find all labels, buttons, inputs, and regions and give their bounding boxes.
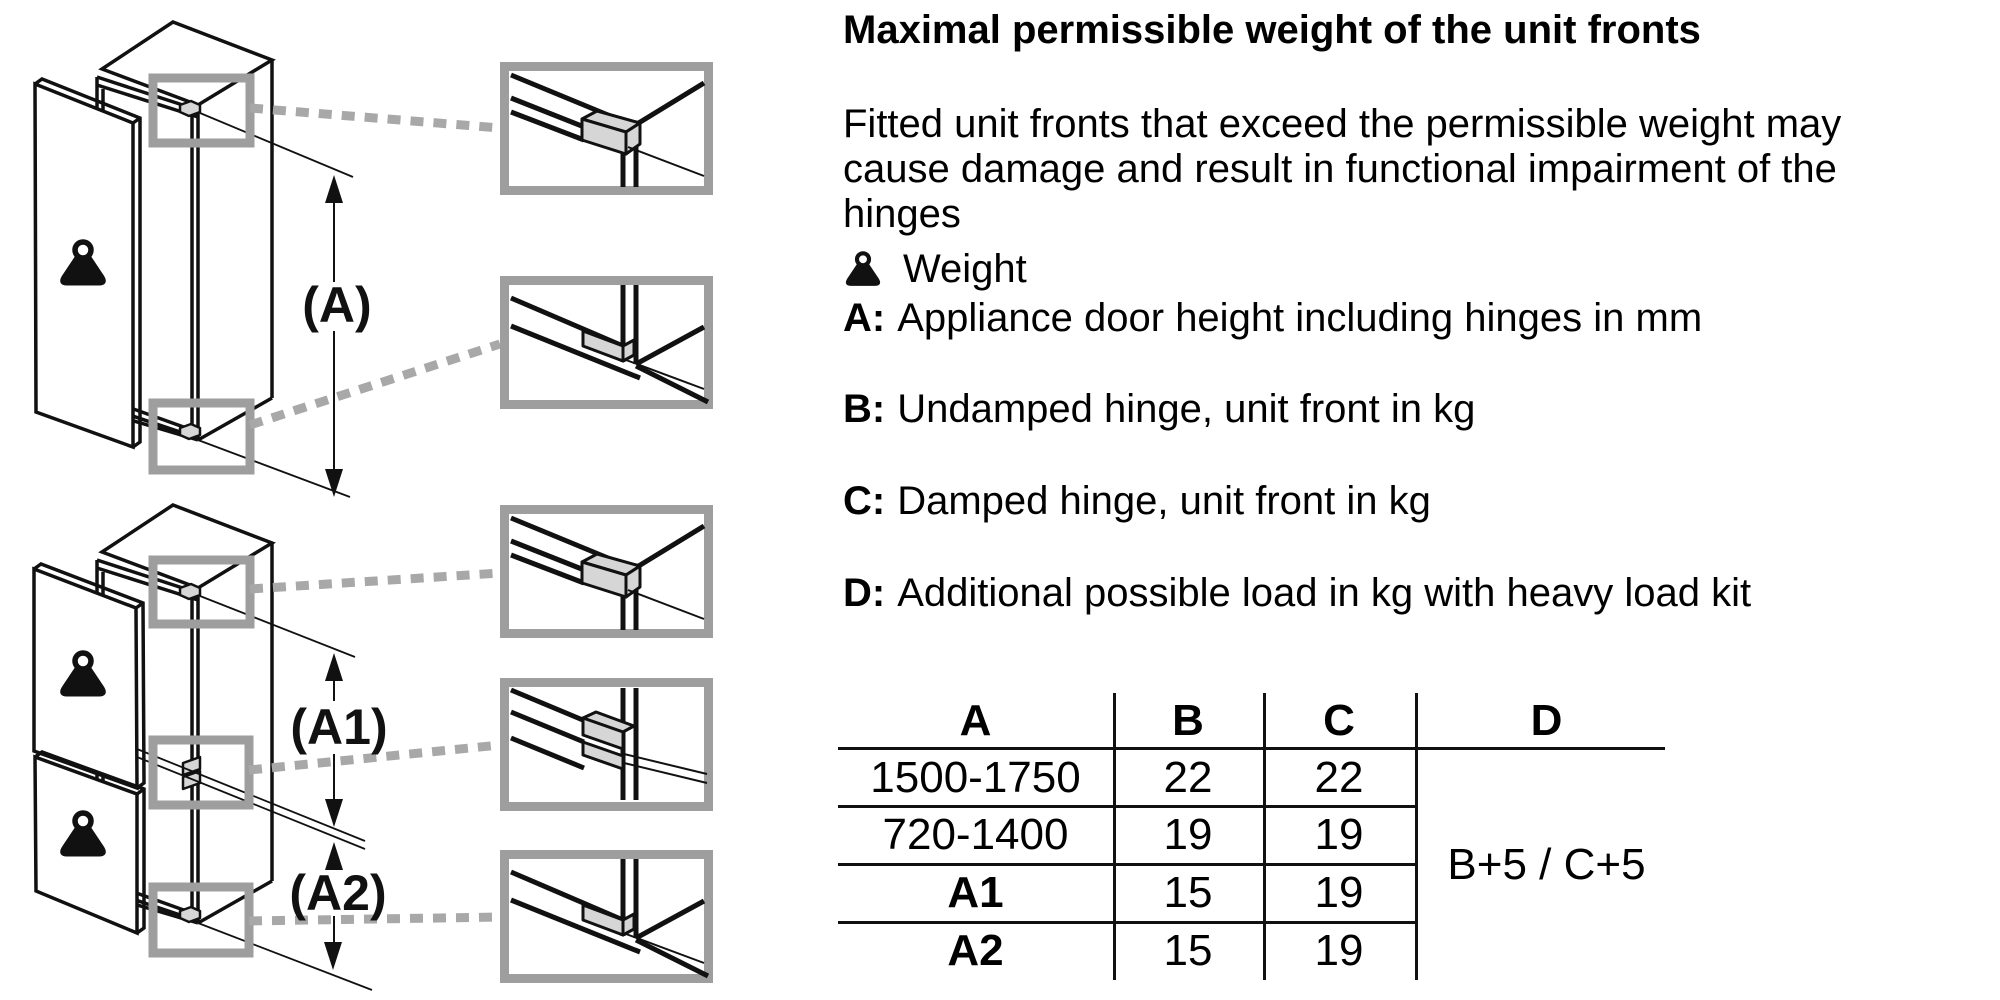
legend-text: Damped hinge, unit front in kg — [897, 479, 1431, 523]
legend-text: Appliance door height including hinges in mm — [897, 296, 1703, 340]
cell-b: 15 — [1163, 868, 1213, 917]
legend-text: Additional possible load in kg with heavy load kit — [897, 571, 1752, 615]
col-header-a: A — [959, 696, 992, 745]
legend-key: C: — [843, 479, 886, 523]
col-header-b: B — [1172, 696, 1204, 745]
hinge-detail-top-box — [505, 67, 709, 191]
legend-key: D: — [843, 571, 886, 615]
table-row — [838, 923, 1415, 979]
col-header-d: D — [1530, 696, 1563, 745]
fridge-door — [35, 79, 140, 447]
col-header-c: C — [1323, 696, 1355, 745]
intro-paragraph — [843, 102, 1841, 237]
hinge-detail-middle-box — [505, 683, 709, 807]
dimension-a — [302, 175, 371, 497]
dim-label-a1: (A1) — [290, 699, 388, 755]
dim-label-a2: (A2) — [289, 865, 387, 921]
dashed-connector — [250, 108, 500, 425]
intro-line: hinges — [843, 192, 961, 236]
dimension-a2 — [289, 842, 386, 970]
dim-label-a: (A) — [302, 277, 372, 333]
page-title: Maximal permissible weight of the unit fronts — [843, 8, 1701, 52]
intro-line: Fitted unit fronts that exceed the permissible weight may — [843, 102, 1842, 146]
legend-key: B: — [843, 387, 886, 431]
cell-b: 22 — [1163, 753, 1213, 802]
cell-c: 19 — [1314, 810, 1364, 859]
table-row — [838, 807, 1415, 863]
cell-d-merged: B+5 / C+5 — [1447, 840, 1646, 889]
cell-c: 22 — [1314, 753, 1364, 802]
legend-item-c — [843, 479, 1431, 524]
intro-line: cause damage and result in functional impairment of the — [843, 147, 1837, 191]
weight-label: Weight — [903, 246, 1027, 291]
cell-b: 19 — [1163, 810, 1213, 859]
cell-c: 19 — [1314, 868, 1364, 917]
hinge-detail-bottom-box — [505, 281, 709, 405]
hinge-detail-top-box — [505, 510, 709, 634]
legend-key: A: — [843, 296, 886, 340]
legend-item-b — [843, 387, 1475, 432]
installation-diagram — [0, 0, 780, 1000]
single-door-unit-diagram — [35, 22, 500, 497]
double-door-unit-diagram — [34, 505, 500, 990]
cell-a: A1 — [947, 868, 1004, 917]
cell-b: 15 — [1163, 926, 1213, 975]
table-header-row — [838, 693, 1678, 749]
legend-item-d — [843, 571, 1751, 616]
table-row — [838, 750, 1415, 806]
cell-a: 1500-1750 — [870, 753, 1081, 802]
table-row — [838, 865, 1415, 921]
dimension-a1 — [290, 653, 387, 827]
legend-text: Undamped hinge, unit front in kg — [897, 387, 1476, 431]
legend-item-a — [843, 296, 1702, 341]
hinge-detail-bottom-box — [505, 855, 709, 979]
hinge-detail-boxes — [505, 67, 709, 979]
cell-c: 19 — [1314, 926, 1364, 975]
weight-legend-row — [845, 246, 1027, 292]
cell-a: A2 — [947, 926, 1004, 975]
cell-a: 720-1400 — [882, 810, 1069, 859]
weight-table — [838, 693, 1678, 983]
weight-icon — [845, 247, 881, 291]
